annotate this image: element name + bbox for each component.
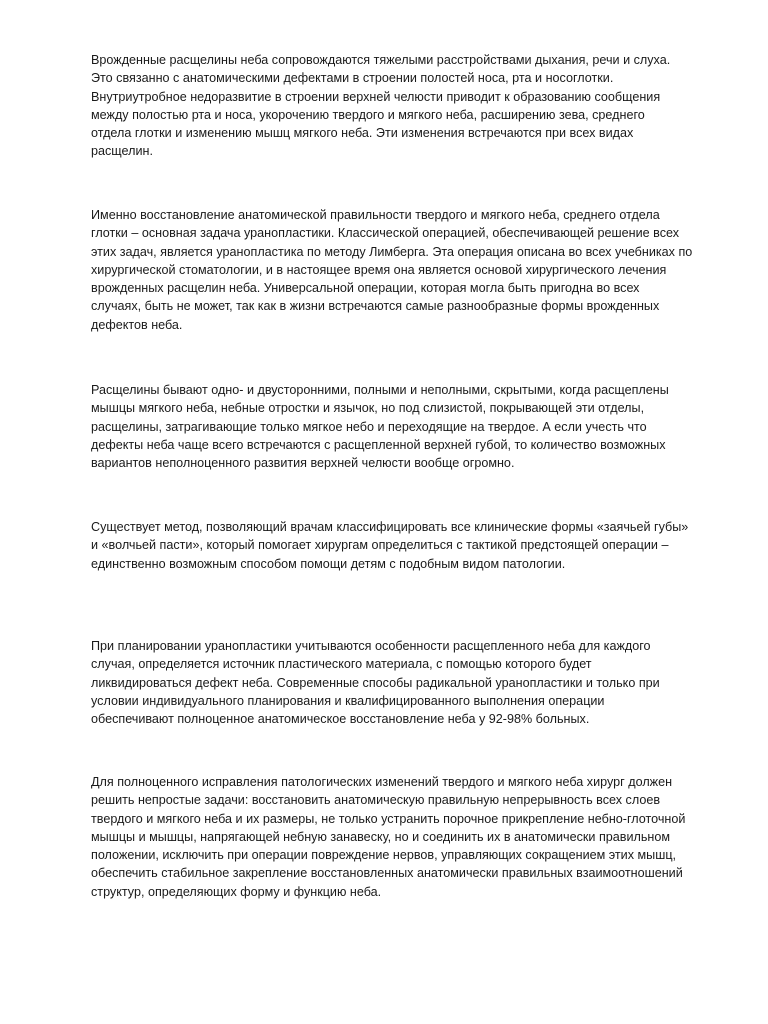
paragraph-surgical-tasks: Для полноценного исправления патологических изменений твердого и мягкого неба хирург должен решить непростые задачи: восстановить анатомическую правильную непрерывность всех слоев твердого и мягкого неба и их размеры, не только устранить порочное прикрепление небно-глоточной мышцы и мышцы, напрягающей небную занавеску, но и соединить их в анатомически правильном положении, исключить при операции повреждение нервов, управляющих сокращением этих мышц, обеспечить стабильное закрепление восстановленных анатомически правильных взаимоотношений структур, определяющих форму и функцию неба. — [91, 775, 686, 899]
paragraph-congenital-clefts: Врожденные расщелины неба сопровождаются тяжелыми расстройствами дыхания, речи и слуха. Это связанно с анатомическими дефектами в строении полостей носа, рта и носоглотки. Внутриутробное недоразвитие в строении верхней челюсти приводит к образованию сообщения между полостью рта и носа, укорочению твердого и мягкого неба, расширению зева, среднего отдела глотки и изменению мышц мягкого неба. Эти изменения встречаются при всех видах расщелин. — [91, 53, 671, 159]
paragraph-cleft-types: Расщелины бывают одно- и двусторонними, полными и неполными, скрытыми, когда расщеплены мышцы мягкого неба, небные отростки и язычок, но под слизистой, покрывающей эти отделы, расщелины, затрагивающие только мягкое небо и переходящие на твердое. А если учесть что дефекты неба чаще всего встречаются с расщепленной верхней губой, то количество возможных вариантов неполноценного развития верхней челюсти вообще огромно. — [91, 383, 669, 471]
paragraph-planning: При планировании уранопластики учитываются особенности расщепленного неба для каждого случая, определяется источник пластического материала, с помощью которого будет ликвидироваться дефект неба. Современные способы радикальной уранопластики и только при условии индивидуального планирования и квалифицированного выполнения операции обеспечивают полноценное анатомическое восстановление неба у 92-98% больных. — [91, 639, 660, 727]
paragraph-classification-method: Существует метод, позволяющий врачам классифицировать все клинические формы «заячьей губы» и «волчьей пасти», который помогает хирургам определиться с тактикой предстоящей операции – единственно возможным способом помощи детям с подобным видом патологии. — [91, 520, 689, 571]
paragraph-uranoplasty-goal: Именно восстановление анатомической правильности твердого и мягкого неба, среднего отдела глотки – основная задача уранопластики. Классической операцией, обеспечивающей решение всех этих задач, является уранопластика по методу Лимберга. Эта операция описана во всех учебниках по хирургической стоматологии, и в настоящее время она является основой хирургического лечения врожденных расщелин неба. Универсальной операции, которая могла быть пригодна во всех случаях, быть не может, так как в жизни встречаются самые разнообразные формы врожденных дефектов неба. — [91, 208, 693, 332]
